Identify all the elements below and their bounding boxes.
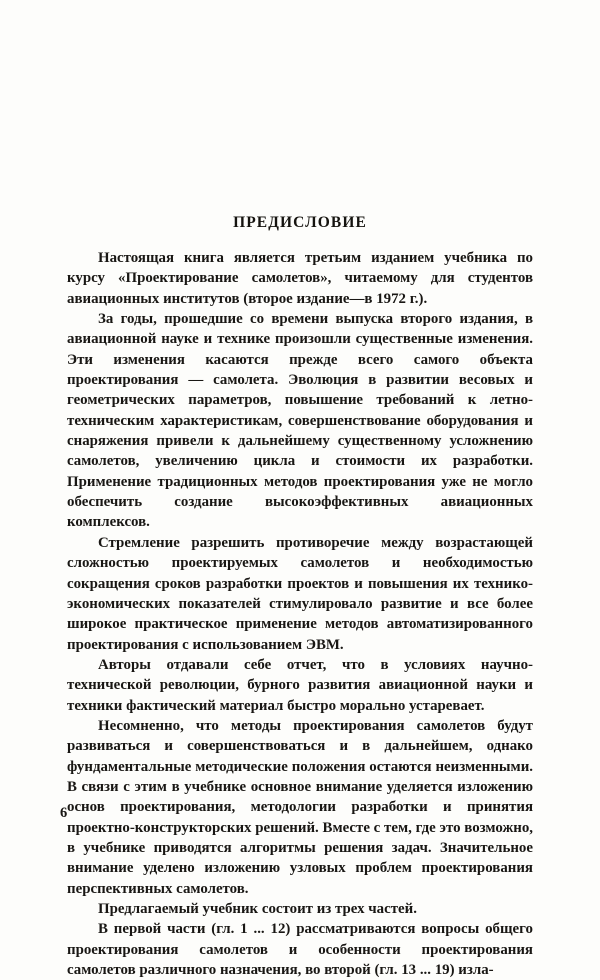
page-number: 6 — [60, 805, 68, 821]
text-column — [67, 214, 533, 980]
paragraph-7: В первой части (гл. 1 ... 12) рассматриваются вопросы общего проектирования самолетов и особенности проектирования самолетов различного назначения, во второй (гл. 13 ... 19) изла- — [67, 921, 533, 979]
paragraph-1: Настоящая книга является третьим изданием учебника по курсу «Проектирование самолетов», читаемому для студентов авиационных институтов (второе издание—в 1972 г.). — [67, 250, 533, 307]
paragraph-4: Авторы отдавали себе отчет, что в условиях научно-технической революции, бурного развития авиационной науки и техники фактический материал быстро морально устаревает. — [67, 656, 533, 714]
paragraph-6: Предлагаемый учебник состоит из трех частей. — [98, 901, 417, 917]
page-title: ПРЕДИСЛОВИЕ — [233, 214, 367, 231]
paragraph-5: Несомненно, что методы проектирования самолетов будут развиваться и совершенствоваться и в дальнейшем, однако фундаментальные методические положения остаются неизменными. В связи с этим в учебнике основное внимание уделяется изложению основ проектирования, методологии разработки и принятия проектно-конструкторских решений. Вместе с тем, где это возможно, в учебнике приводятся алгоритмы решения задач. Значительное внимание уделено изложению узловых проблем проектирования перспективных самолетов. — [67, 717, 533, 897]
paragraph-2: За годы, прошедшие со времени выпуска второго издания, в авиационной науке и технике произошли существенные изменения. Эти изменения касаются прежде всего самого объекта проектирования — самолета. Эволюция в развитии весовых и геометрических параметров, повышение требований к летно-техническим характеристикам, совершенствование оборудования и снаряжения привели к дальнейшему существенному усложнению самолетов, увеличению цикла и стоимости их разработки. Применение традиционных методов проектирования уже не могло обеспечить создание высокоэффективных авиационных комплексов. — [67, 311, 533, 531]
paragraph-3: Стремление разрешить противоречие между возрастающей сложностью проектируемых самолетов и необходимостью сокращения сроков разработки проектов и повышения их технико-экономических показателей стимулировало развитие и все более широкое практическое применение методов автоматизированного проектирования с использованием ЭВМ. — [67, 534, 533, 653]
